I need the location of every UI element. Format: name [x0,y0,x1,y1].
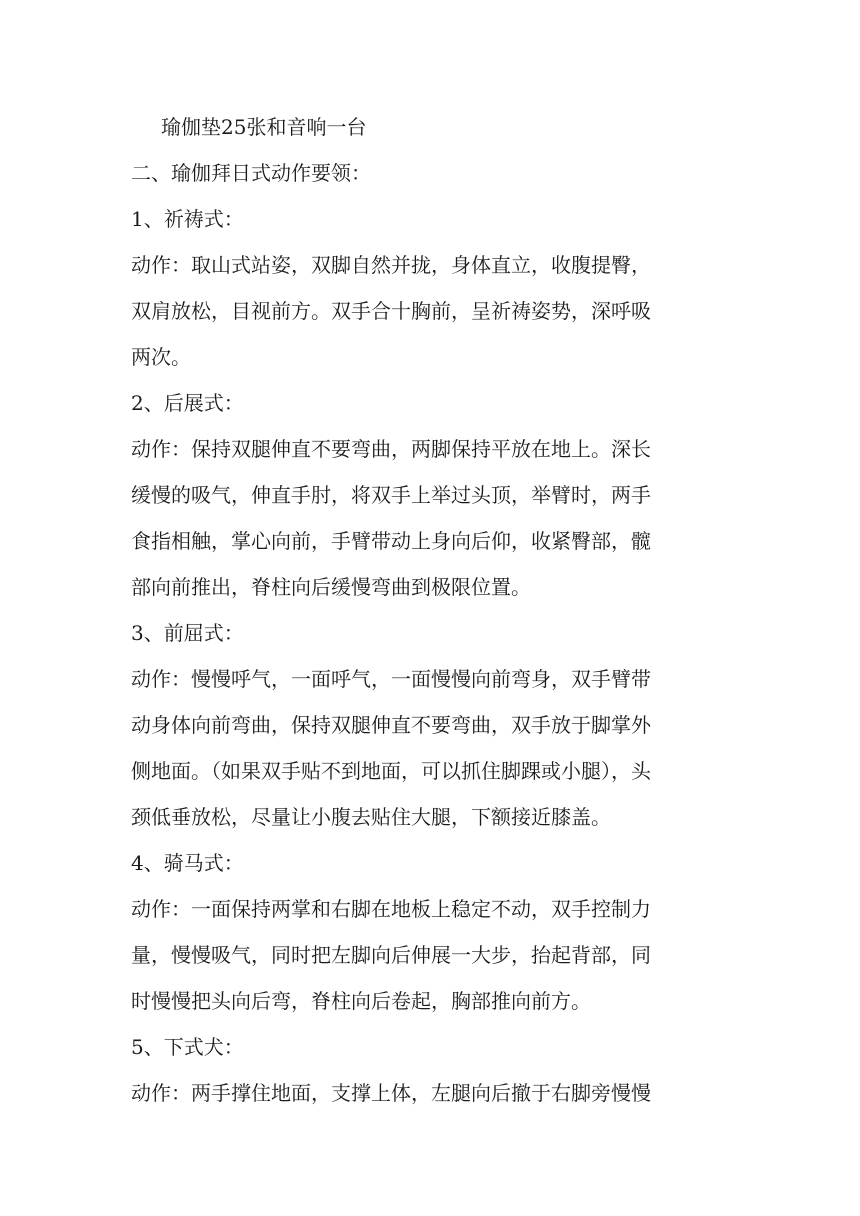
pose-heading-4: 4、骑马式： [131,851,244,875]
pose-heading-5: 5、下式犬： [131,1035,244,1059]
equipment-line: 瑜伽垫25张和音响一台 [161,115,367,139]
pose-4-text-line: 时慢慢把头向后弯，脊柱向后卷起，胸部推向前方。 [131,989,591,1013]
pose-1-text-line: 动作：取山式站姿，双脚自然并拢，身体直立，收腹提臀， [131,253,651,277]
pose-3-text-line: 颈低垂放松，尽量让小腹去贴住大腿，下额接近膝盖。 [131,805,611,829]
document-body [131,111,731,1123]
pose-2-text-line: 食指相触，掌心向前，手臂带动上身向后仰，收紧臀部，髋 [131,529,651,553]
pose-1-text-line: 双肩放松，目视前方。双手合十胸前，呈祈祷姿势，深呼吸 [131,299,651,323]
pose-3-text-line: 动作：慢慢呼气，一面呼气，一面慢慢向前弯身，双手臂带 [131,667,651,691]
pose-2-text-line: 缓慢的吸气，伸直手肘，将双手上举过头顶，举臂时，两手 [131,483,651,507]
pose-3-text-line: 侧地面。（如果双手贴不到地面，可以抓住脚踝或小腿），头 [131,759,651,783]
pose-2-text-line: 动作：保持双腿伸直不要弯曲，两脚保持平放在地上。深长 [131,437,651,461]
pose-heading-2: 2、后展式： [131,391,244,415]
pose-5-text-line: 动作：两手撑住地面，支撑上体，左腿向后撤于右脚旁慢慢 [131,1081,651,1105]
pose-4-text-line: 量，慢慢吸气，同时把左脚向后伸展一大步，抬起背部，同 [131,943,651,967]
pose-2-text-line: 部向前推出，脊柱向后缓慢弯曲到极限位置。 [131,575,531,599]
pose-heading-3: 3、前屈式： [131,621,244,645]
section-heading: 二、瑜伽拜日式动作要领： [131,161,371,185]
pose-4-text-line: 动作：一面保持两掌和右脚在地板上稳定不动，双手控制力 [131,897,651,921]
pose-heading-1: 1、祈祷式： [131,207,244,231]
pose-1-text-line: 两次。 [131,345,191,369]
pose-3-text-line: 动身体向前弯曲，保持双腿伸直不要弯曲，双手放于脚掌外 [131,713,651,737]
